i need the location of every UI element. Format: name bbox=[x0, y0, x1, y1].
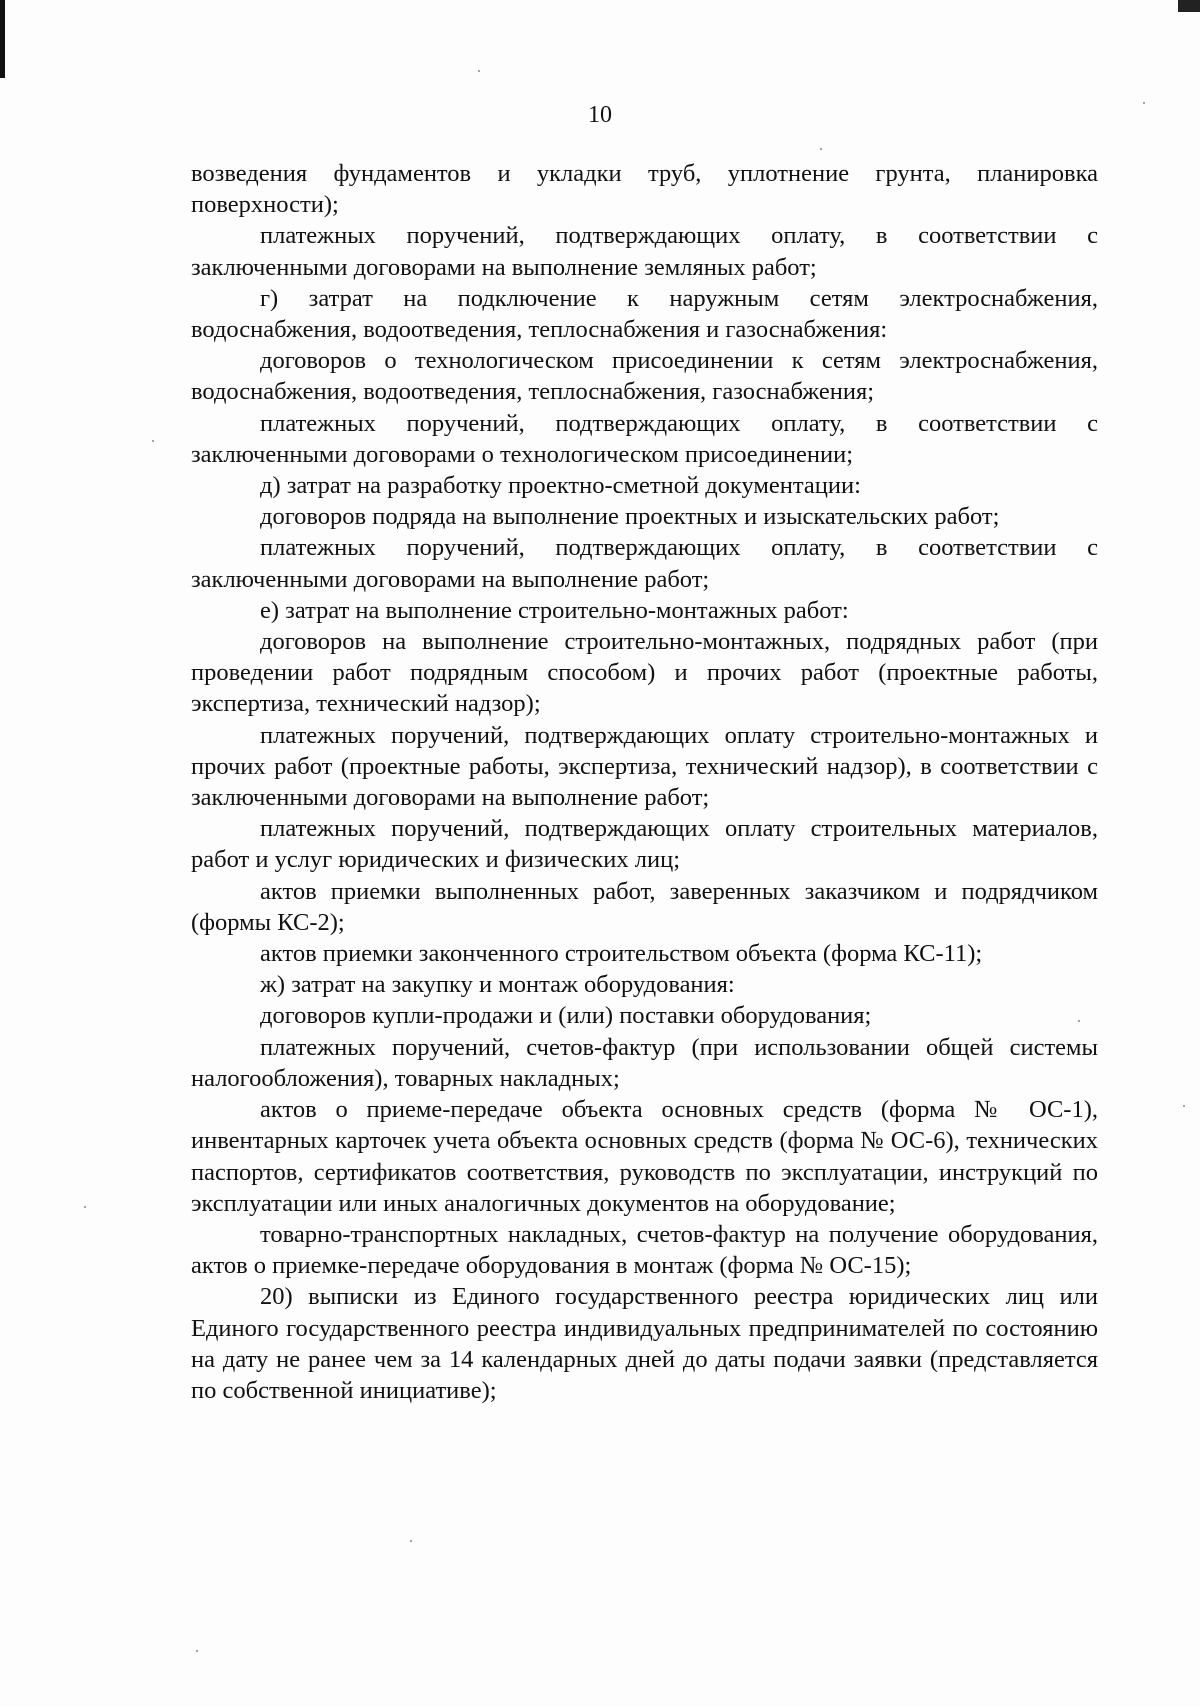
paragraph: договоров подряда на выполнение проектных и изыскательских работ; bbox=[260, 503, 1000, 531]
paragraph: платежных поручений, счетов-фактур (при использовании общей системы налогообложения), товарных накладных; bbox=[191, 1033, 1098, 1092]
paragraph: платежных поручений, подтверждающих оплату, в соответствии с заключенными договорами о технологическом присоединении; bbox=[191, 409, 1098, 468]
paragraph: ж) затрат на закупку и монтаж оборудования: bbox=[260, 971, 735, 999]
scan-edge-mark bbox=[0, 0, 5, 78]
page-number: 10 bbox=[588, 102, 612, 128]
paragraph: д) затрат на разработку проектно-сметной документации: bbox=[260, 472, 861, 500]
paragraph: договоров о технологическом присоединении к сетям электроснабжения, водоснабжения, водоотведения, теплоснабжения, газоснабжения; bbox=[191, 347, 1098, 406]
scan-speck bbox=[196, 1650, 198, 1652]
paragraph: платежных поручений, подтверждающих оплату строительно-монтажных и прочих работ (проектные работы, экспертиза, технический надзор), в соответствии с заключенными договорами на выполнение работ; bbox=[191, 721, 1098, 812]
paragraph: актов приемки законченного строительством объекта (форма КС-11); bbox=[260, 940, 983, 968]
scan-speck bbox=[1183, 1105, 1185, 1107]
paragraph: платежных поручений, подтверждающих оплату, в соответствии с заключенными договорами на выполнение земляных работ; bbox=[191, 222, 1098, 281]
paragraph: товарно-транспортных накладных, счетов-фактур на получение оборудования, актов о приемке-передаче оборудования в монтаж (форма № ОС-15); bbox=[191, 1220, 1098, 1280]
paragraph: возведения фундаментов и укладки труб, уплотнение грунта, планировка поверхности); bbox=[191, 160, 1098, 219]
scan-speck bbox=[478, 70, 480, 72]
paragraph: 20) выписки из Единого государственного реестра юридических лиц или Единого государственного реестра индивидуальных предпринимателей по состоянию на дату не ранее чем за 14 календарных дней до даты подачи заявки (представляется по собственной инициативе); bbox=[191, 1283, 1098, 1404]
paragraph: договоров купли-продажи и (или) поставки оборудования; bbox=[260, 1002, 872, 1030]
paragraph: г) затрат на подключение к наружным сетям электроснабжения, водоснабжения, водоотведения, теплоснабжения и газоснабжения: bbox=[191, 284, 1098, 344]
paragraph: е) затрат на выполнение строительно-монтажных работ: bbox=[260, 596, 849, 624]
paragraph: договоров на выполнение строительно-монтажных, подрядных работ (при проведении работ подрядным способом) и прочих работ (проектные работы, экспертиза, технический надзор); bbox=[191, 628, 1098, 718]
scan-speck bbox=[152, 440, 154, 442]
scan-speck bbox=[410, 1540, 412, 1542]
scan-speck bbox=[84, 1206, 86, 1208]
paragraph: платежных поручений, подтверждающих оплату строительных материалов, работ и услуг юридических и физических лиц; bbox=[191, 815, 1098, 874]
document-body bbox=[191, 158, 1098, 1406]
paragraph: актов о приеме-передаче объекта основных средств (форма № ОС-1), инвентарных карточек учета объекта основных средств (форма № ОС-6), технических паспортов, сертификатов соответствия, руководств по эксплуатации, инструкций по эксплуатации или иных аналогичных документов на оборудование; bbox=[191, 1096, 1098, 1217]
scan-edge-mark bbox=[1178, 0, 1200, 12]
paragraph: платежных поручений, подтверждающих оплату, в соответствии с заключенными договорами на выполнение работ; bbox=[191, 534, 1098, 593]
paragraph: актов приемки выполненных работ, заверенных заказчиком и подрядчиком (формы КС-2); bbox=[191, 877, 1098, 936]
scan-speck bbox=[820, 148, 822, 150]
